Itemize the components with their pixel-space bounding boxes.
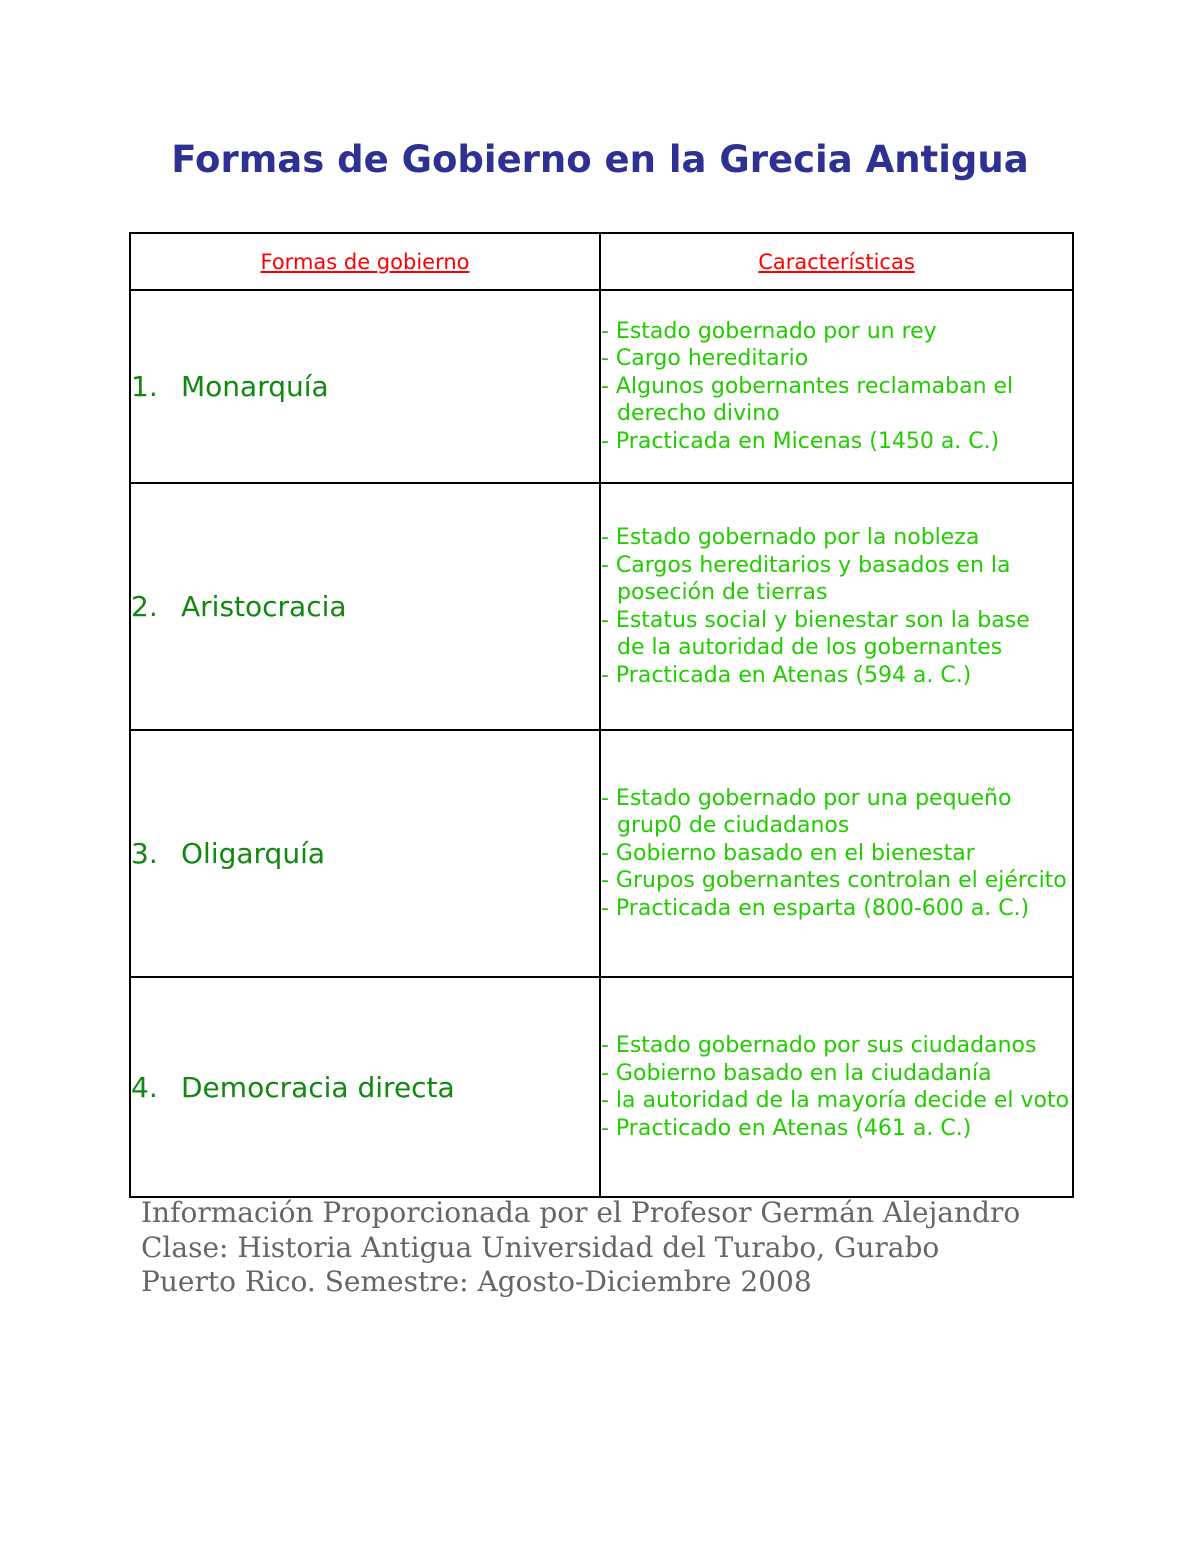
form-label: Monarquía bbox=[181, 370, 329, 403]
list-item: - Estado gobernado por una pequeño grup0 de ciudadanos bbox=[601, 785, 1012, 839]
form-cell bbox=[130, 730, 600, 977]
list-item: - Cargo hereditario bbox=[601, 346, 809, 372]
form-number: 4. bbox=[131, 1070, 158, 1104]
characteristics-list bbox=[601, 524, 1072, 689]
list-item: - Practicada en esparta (800-600 a. C.) bbox=[601, 895, 1030, 921]
form-name bbox=[131, 590, 599, 623]
table-row bbox=[130, 483, 1073, 730]
table-row bbox=[130, 730, 1073, 977]
characteristics-list bbox=[601, 1032, 1072, 1142]
characteristics-list bbox=[601, 785, 1072, 923]
government-forms-table bbox=[129, 232, 1074, 1198]
form-number: 3. bbox=[131, 837, 158, 870]
list-item: - Estado gobernado por sus ciudadanos bbox=[601, 1033, 1037, 1058]
list-item: - Cargos hereditarios y basados en la poseción de tierras bbox=[601, 552, 1011, 605]
form-cell bbox=[130, 483, 600, 730]
list-item: - Estado gobernado por un rey bbox=[601, 318, 937, 344]
form-name bbox=[131, 370, 599, 403]
list-item: - Algunos gobernantes reclamaban el derecho divino bbox=[601, 373, 1014, 427]
form-label: Aristocracia bbox=[181, 590, 347, 623]
characteristics-list bbox=[601, 318, 1072, 456]
form-label: Oligarquía bbox=[181, 837, 326, 870]
characteristics-cell bbox=[600, 483, 1073, 730]
characteristics-cell bbox=[600, 730, 1073, 977]
list-item: - Practicada en Micenas (1450 a. C.) bbox=[601, 428, 1000, 454]
table-header-row bbox=[130, 233, 1073, 290]
page-title: Formas de Gobierno en la Grecia Antigua bbox=[171, 138, 1029, 181]
list-item: de la autoridad de los gobernantes bbox=[617, 635, 1003, 660]
table-row bbox=[130, 977, 1073, 1197]
header-cell-characteristics bbox=[600, 233, 1073, 290]
header-cell-forms bbox=[130, 233, 600, 290]
form-number: 1. bbox=[131, 370, 158, 403]
form-cell bbox=[130, 977, 600, 1197]
table-row bbox=[130, 290, 1073, 483]
list-item: - Estado gobernado por la nobleza bbox=[601, 525, 980, 550]
form-cell bbox=[130, 290, 600, 483]
list-item: - Practicada en Atenas (594 a. C.) bbox=[601, 662, 972, 688]
list-item: - Gobierno basado en el bienestar bbox=[601, 840, 975, 866]
list-item: - Practicado en Atenas (461 a. C.) bbox=[601, 1115, 972, 1141]
header-characteristics-label: Características bbox=[758, 249, 915, 274]
form-number: 2. bbox=[131, 590, 158, 623]
form-name bbox=[131, 837, 599, 870]
header-forms-label: Formas de gobierno bbox=[260, 249, 470, 274]
list-item: - Gobierno basado en la ciudadanía bbox=[601, 1060, 992, 1086]
footer-note: Información Proporcionada por el Profesor Germán Alejandro Clase: Historia Antigua Universidad del Turabo, Gurabo Puerto Rico. Semestre: Agosto-Diciembre 2008 bbox=[141, 1196, 1021, 1298]
list-item: - Estatus social y bienestar son la base bbox=[601, 607, 1030, 633]
list-item: - Grupos gobernantes controlan el ejército bbox=[601, 868, 1067, 894]
list-item: - la autoridad de la mayoría decide el voto bbox=[601, 1088, 1070, 1113]
characteristics-cell bbox=[600, 290, 1073, 483]
form-label: Democracia directa bbox=[181, 1070, 455, 1104]
characteristics-cell bbox=[600, 977, 1073, 1197]
form-name bbox=[131, 1071, 599, 1104]
